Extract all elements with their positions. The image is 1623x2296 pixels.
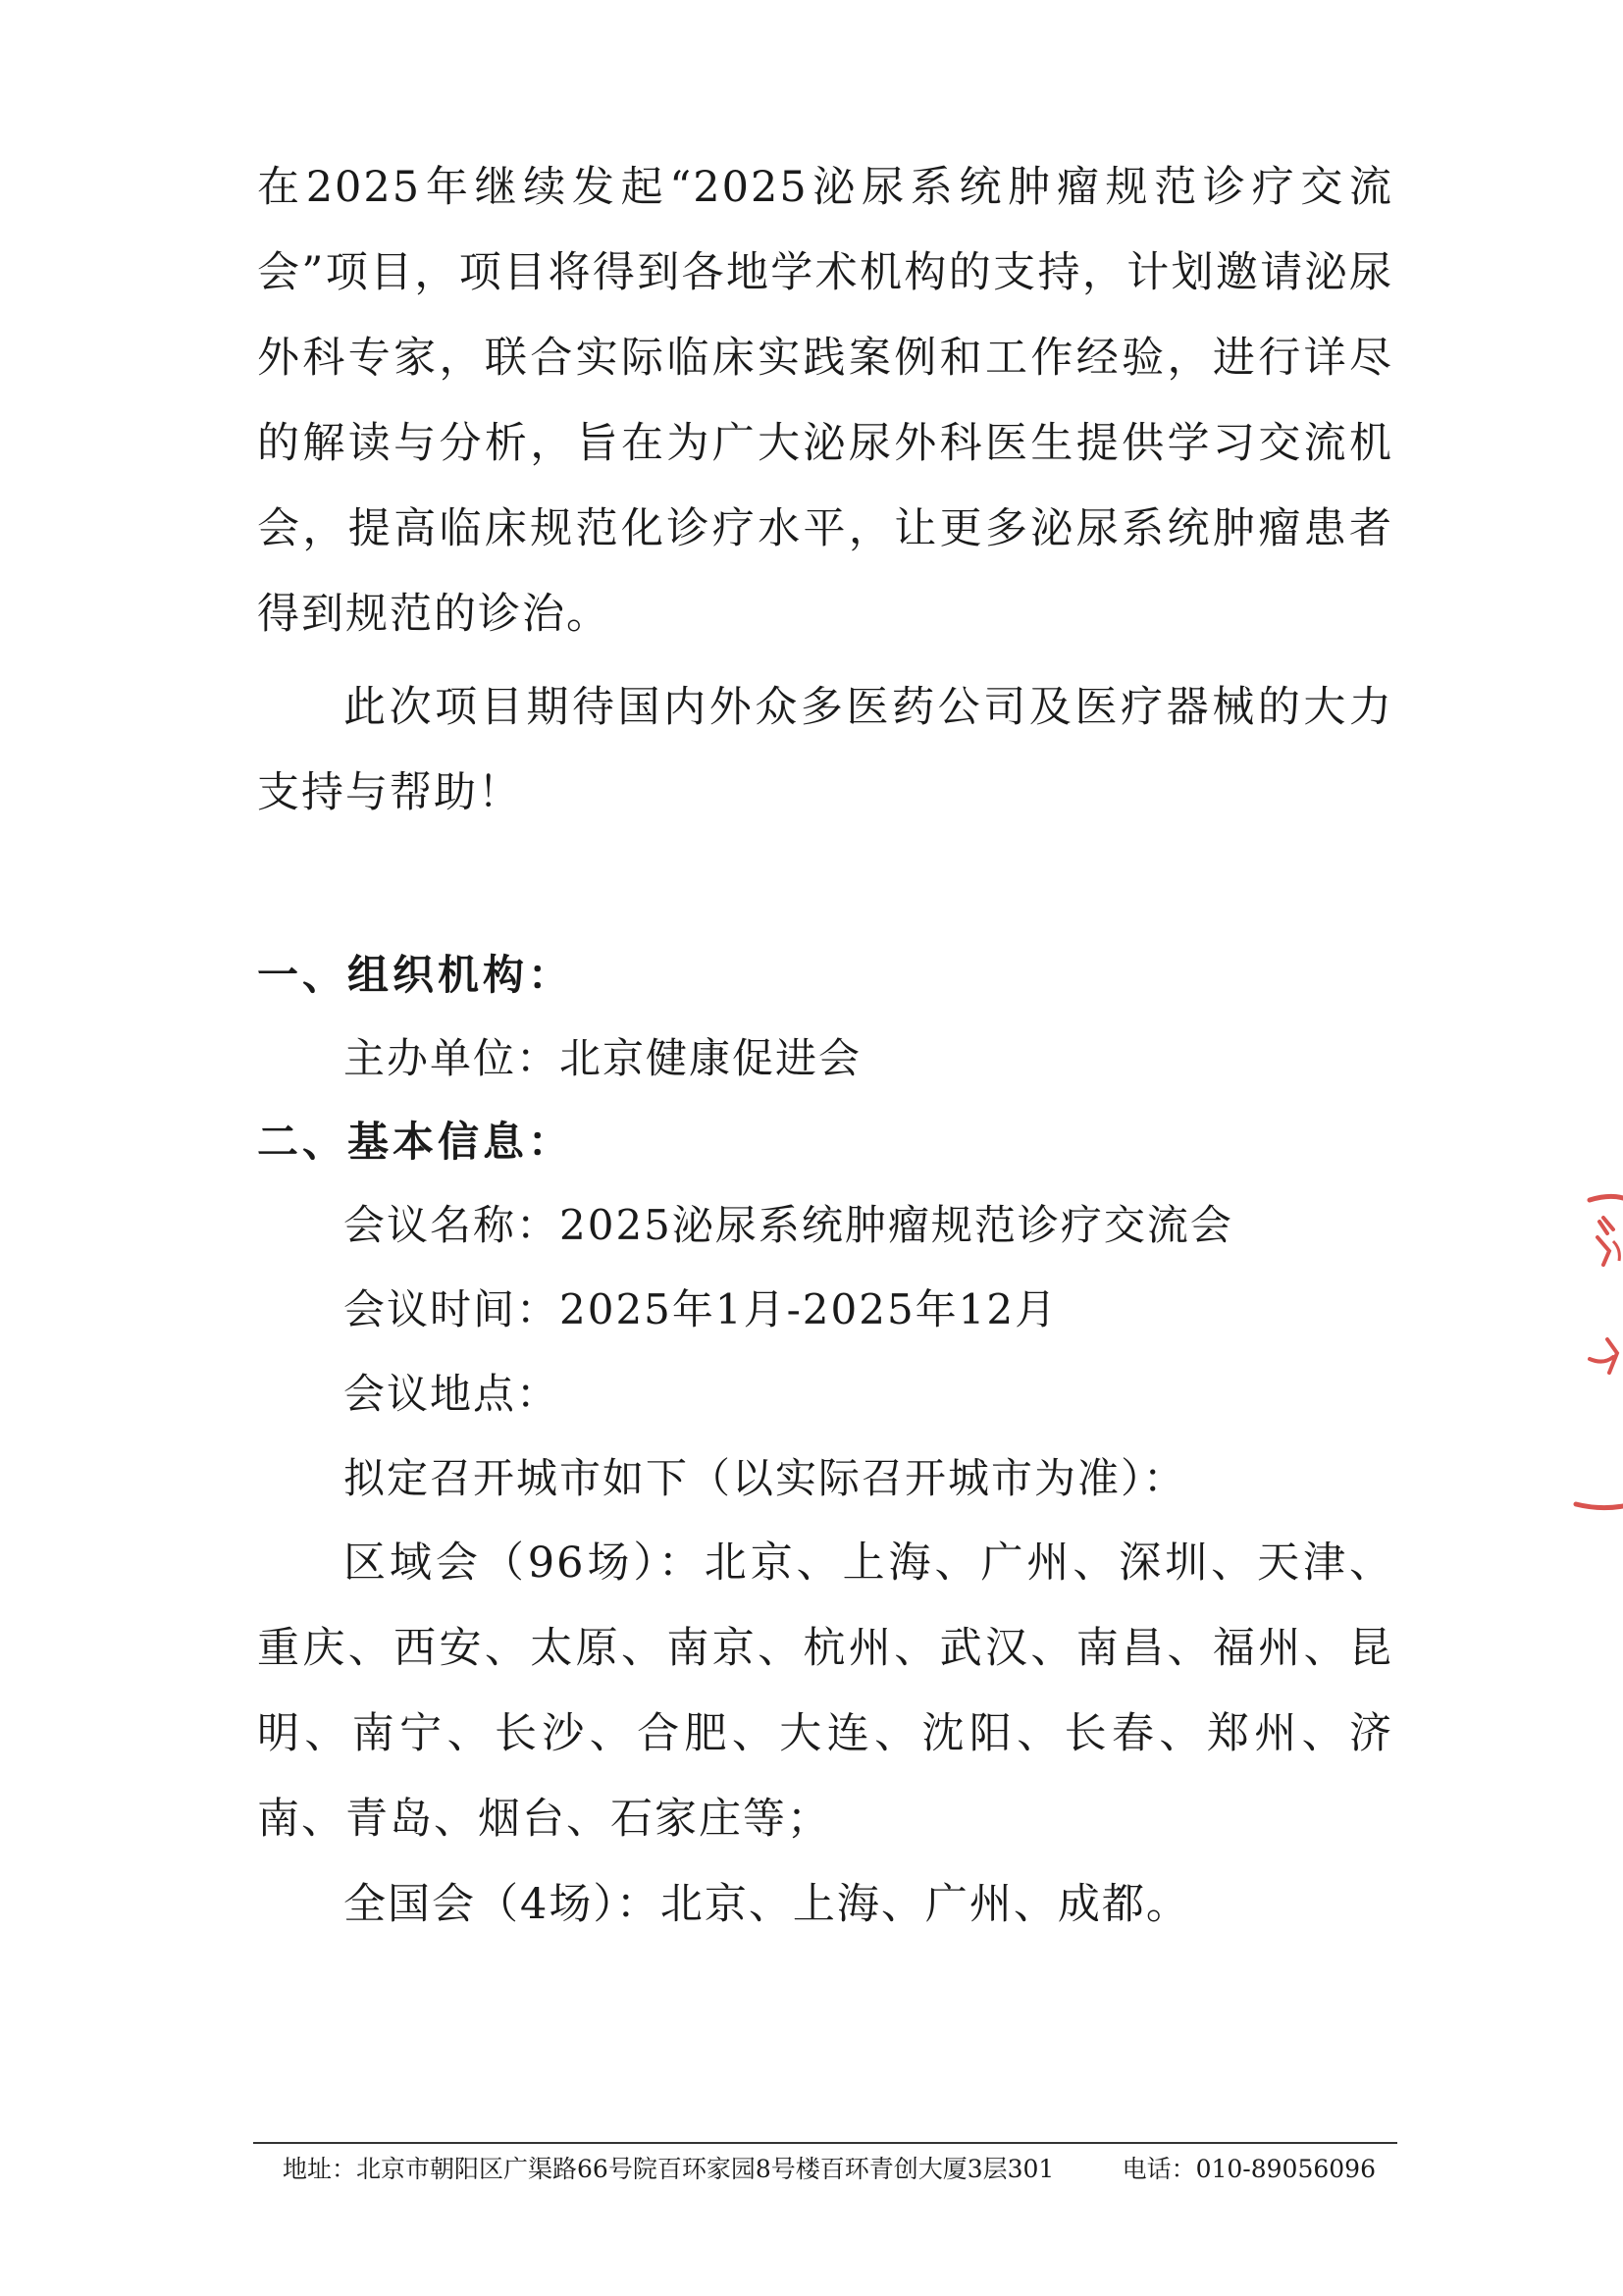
- intro-paragraph-support: 此次项目期待国内外众多医药公司及医疗器械的大力支持与帮助！: [257, 683, 1393, 817]
- document-body: [257, 145, 1393, 1948]
- footer-divider: [253, 2142, 1397, 2144]
- footer: [257, 2152, 1393, 2187]
- cities-intro-line: 拟定召开城市如下（以实际召开城市为准）：: [343, 1454, 1187, 1502]
- section-heading-organization: 一、组织机构：: [257, 951, 574, 999]
- meeting-name-line: 会议名称：2025泌尿系统肿瘤规范诊疗交流会: [343, 1201, 1233, 1249]
- footer-address: 地址：北京市朝阳区广渠路66号院百环家园8号楼百环青创大厦3层301: [283, 2155, 1055, 2183]
- meeting-time-line: 会议时间：2025年1月-2025年12月: [343, 1285, 1059, 1333]
- national-meetings-paragraph: 全国会（4场）：北京、上海、广州、成都。: [343, 1880, 1190, 1929]
- organizer-line: 主办单位：北京健康促进会: [343, 1034, 863, 1082]
- section-heading-basic-info: 二、基本信息：: [257, 1118, 574, 1166]
- intro-paragraph-continued: 在2025年继续发起“2025泌尿系统肿瘤规范诊疗交流会”项目，项目将得到各地学术机构的支持，计划邀请泌尿外科专家，联合实际临床实践案例和工作经验，进行详尽的解读与分析，旨在为广大泌尿外科医生提供学习交流机会，提高临床规范化诊疗水平，让更多泌尿系统肿瘤患者得到规范的诊治。: [257, 163, 1393, 639]
- regional-meetings-paragraph: 区域会（96场）：北京、上海、广州、深圳、天津、重庆、西安、太原、南京、杭州、武汉、南昌、福州、昆明、南宁、长沙、合肥、大连、沈阳、长春、郑州、济南、青岛、烟台、石家庄等；: [257, 1539, 1393, 1844]
- seal-stamp-fragment: [1570, 1192, 1623, 1526]
- footer-phone: 电话：010-89056096: [1122, 2155, 1376, 2183]
- meeting-place-line: 会议地点：: [343, 1370, 560, 1418]
